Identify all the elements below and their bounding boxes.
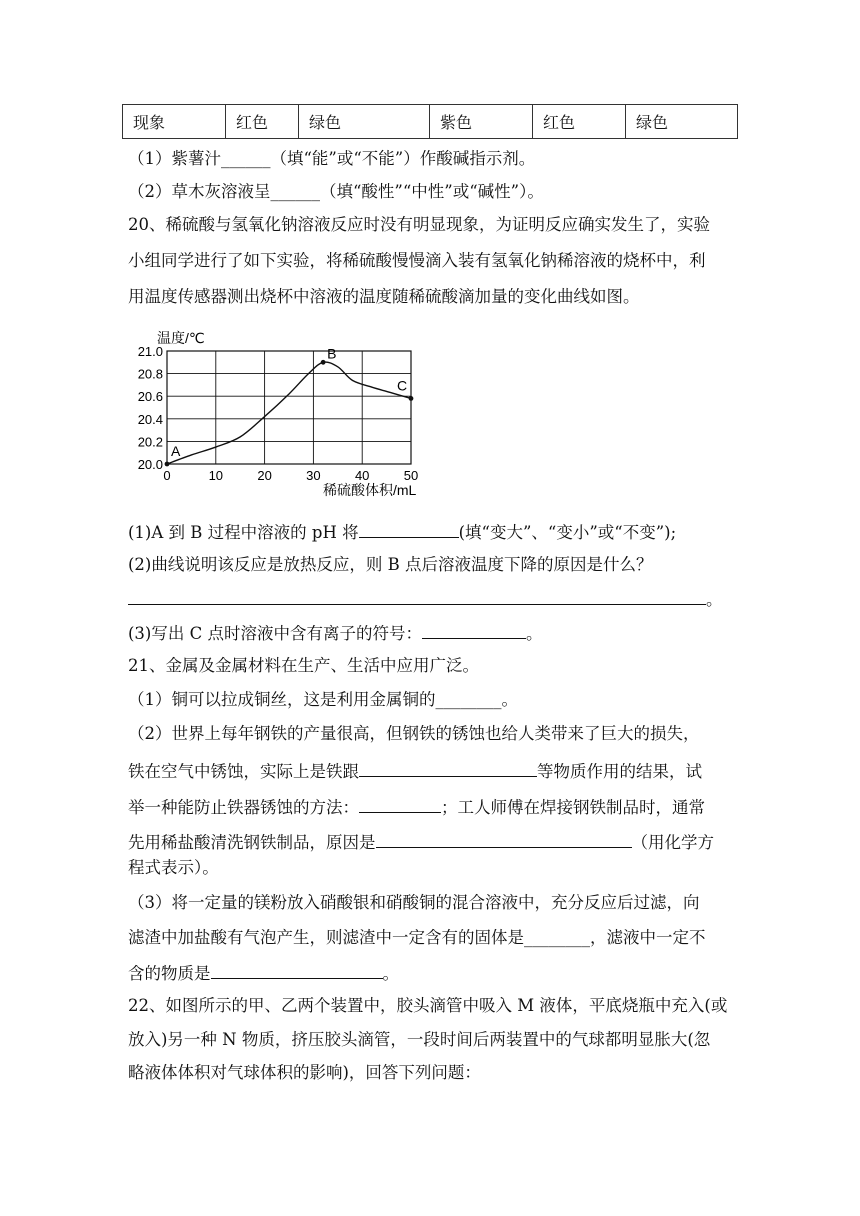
q21-text: 等物质作用的结果，试: [537, 762, 702, 781]
table-cell: 绿色: [626, 105, 738, 139]
point-c: [409, 396, 414, 401]
y-tick-label: 21.0: [137, 344, 163, 359]
q20-sub1-hint: (填“变大”、“变小”或“不变”);: [458, 523, 677, 542]
observation-table: [122, 104, 738, 139]
answer-blank[interactable]: [359, 760, 537, 777]
x-tick-label: 40: [354, 468, 370, 483]
q21-part3-line3: [128, 962, 399, 984]
q21-text: 举一种能防止铁器锈蚀的方法：: [128, 798, 359, 817]
q20-sub3: [128, 622, 543, 644]
q22-stem-line2: 放入)另一种 N 物质，挤压胶头滴管，一段时间后两装置中的气球都明显胀大(忽: [128, 1030, 711, 1049]
answer-blank[interactable]: [211, 962, 383, 979]
q20-sub3-text: (3)写出 C 点时溶液中含有离子的符号：: [128, 624, 422, 643]
q21-part2-line2: [128, 760, 702, 782]
q22-stem-line3: 略液体体积对气球体积的影响)，回答下列问题：: [128, 1063, 481, 1082]
q21-part3-line1: （3）将一定量的镁粉放入硝酸银和硝酸铜的混合溶液中，充分反应后过滤，向: [128, 893, 700, 912]
q21-part3-line2: 滤渣中加盐酸有气泡产生，则滤渣中一定含有的固体是________，滤液中一定不: [128, 928, 706, 947]
answer-blank[interactable]: [128, 588, 706, 605]
y-tick-label: 20.0: [137, 457, 163, 472]
q21-text: （用化学方: [631, 833, 714, 852]
point-label-c: C: [397, 377, 408, 394]
point-b: [321, 360, 326, 365]
answer-blank[interactable]: [376, 831, 632, 848]
point-label-a: A: [171, 443, 181, 459]
q20-stem-line1: 20、稀硫酸与氢氧化钠溶液反应时没有明显现象，为证明反应确实发生了，实验: [128, 215, 710, 234]
q20-sub2-end: 。: [706, 590, 723, 609]
q21-text: 。: [382, 964, 399, 983]
q20-sub1: [128, 521, 676, 543]
q21-text: 铁在空气中锈蚀，实际上是铁跟: [128, 762, 359, 781]
y-axis-label: 温度/℃: [157, 330, 205, 346]
q21-text: 先用稀盐酸清洗钢铁制品，原因是: [128, 833, 376, 852]
q19-part2: （2）草木灰溶液呈______（填“酸性”“中性”或“碱性”）。: [128, 182, 544, 201]
x-tick-label: 50: [403, 468, 419, 483]
q20-stem-line3: 用温度传感器测出烧杯中溶液的温度随稀硫酸滴加量的变化曲线如图。: [128, 287, 640, 306]
temperature-chart: [130, 320, 430, 500]
q21-stem: 21、金属及金属材料在生产、生活中应用广泛。: [128, 656, 479, 675]
answer-blank[interactable]: [359, 521, 459, 538]
table-cell: 红色: [226, 105, 299, 139]
x-axis-label: 稀硫酸体积/mL: [323, 482, 417, 498]
y-tick-label: 20.8: [137, 366, 163, 382]
table-cell: 现象: [123, 105, 226, 139]
x-tick-label: 0: [163, 468, 171, 483]
q20-sub3-end: 。: [526, 624, 543, 643]
point-a: [165, 462, 170, 467]
x-tick-label: 10: [208, 468, 224, 483]
table-cell: 绿色: [299, 105, 430, 139]
chart-frame: [167, 351, 411, 464]
q21-text: ；工人师傅在焊接钢铁制品时，通常: [441, 798, 705, 817]
point-label-b: B: [327, 345, 337, 362]
q21-text: 含的物质是: [128, 964, 211, 983]
x-tick-label: 20: [257, 468, 272, 483]
x-tick-label: 30: [306, 468, 321, 483]
q21-part1: （1）铜可以拉成铜丝，这是利用金属铜的________。: [128, 690, 518, 709]
q21-part2-line3: [128, 796, 705, 818]
y-tick-label: 20.4: [137, 411, 163, 427]
q21-part2-line1: （2）世界上每年钢铁的产量很高，但钢铁的锈蚀也给人类带来了巨大的损失，: [128, 724, 700, 743]
answer-blank[interactable]: [359, 796, 441, 813]
table-cell: 紫色: [430, 105, 533, 139]
y-tick-label: 20.6: [137, 389, 163, 405]
q20-sub1-text: (1)A 到 B 过程中溶液的 pH 将: [128, 523, 359, 542]
y-tick-label: 20.2: [137, 434, 163, 450]
q22-stem-line1: 22、如图所示的甲、乙两个装置中，胶头滴管中吸入 M 液体，平底烧瓶中充入(或: [128, 996, 728, 1015]
answer-blank[interactable]: [422, 622, 526, 639]
q20-sub2: (2)曲线说明该反应是放热反应，则 B 点后溶液温度下降的原因是什么？: [128, 555, 653, 574]
temperature-curve: [167, 362, 411, 464]
table-cell: 红色: [533, 105, 626, 139]
q21-part2-line5: 程式表示）。: [128, 858, 219, 877]
q20-stem-line2: 小组同学进行了如下实验，将稀硫酸慢慢滴入装有氢氧化钠稀溶液的烧杯中，利: [128, 251, 706, 270]
q19-part1: （1）紫薯汁______（填“能”或“不能”）作酸碱指示剂。: [128, 149, 536, 168]
q20-sub2-answer: [128, 588, 723, 610]
table-row: [123, 105, 738, 139]
q21-part2-line4: [128, 831, 714, 853]
